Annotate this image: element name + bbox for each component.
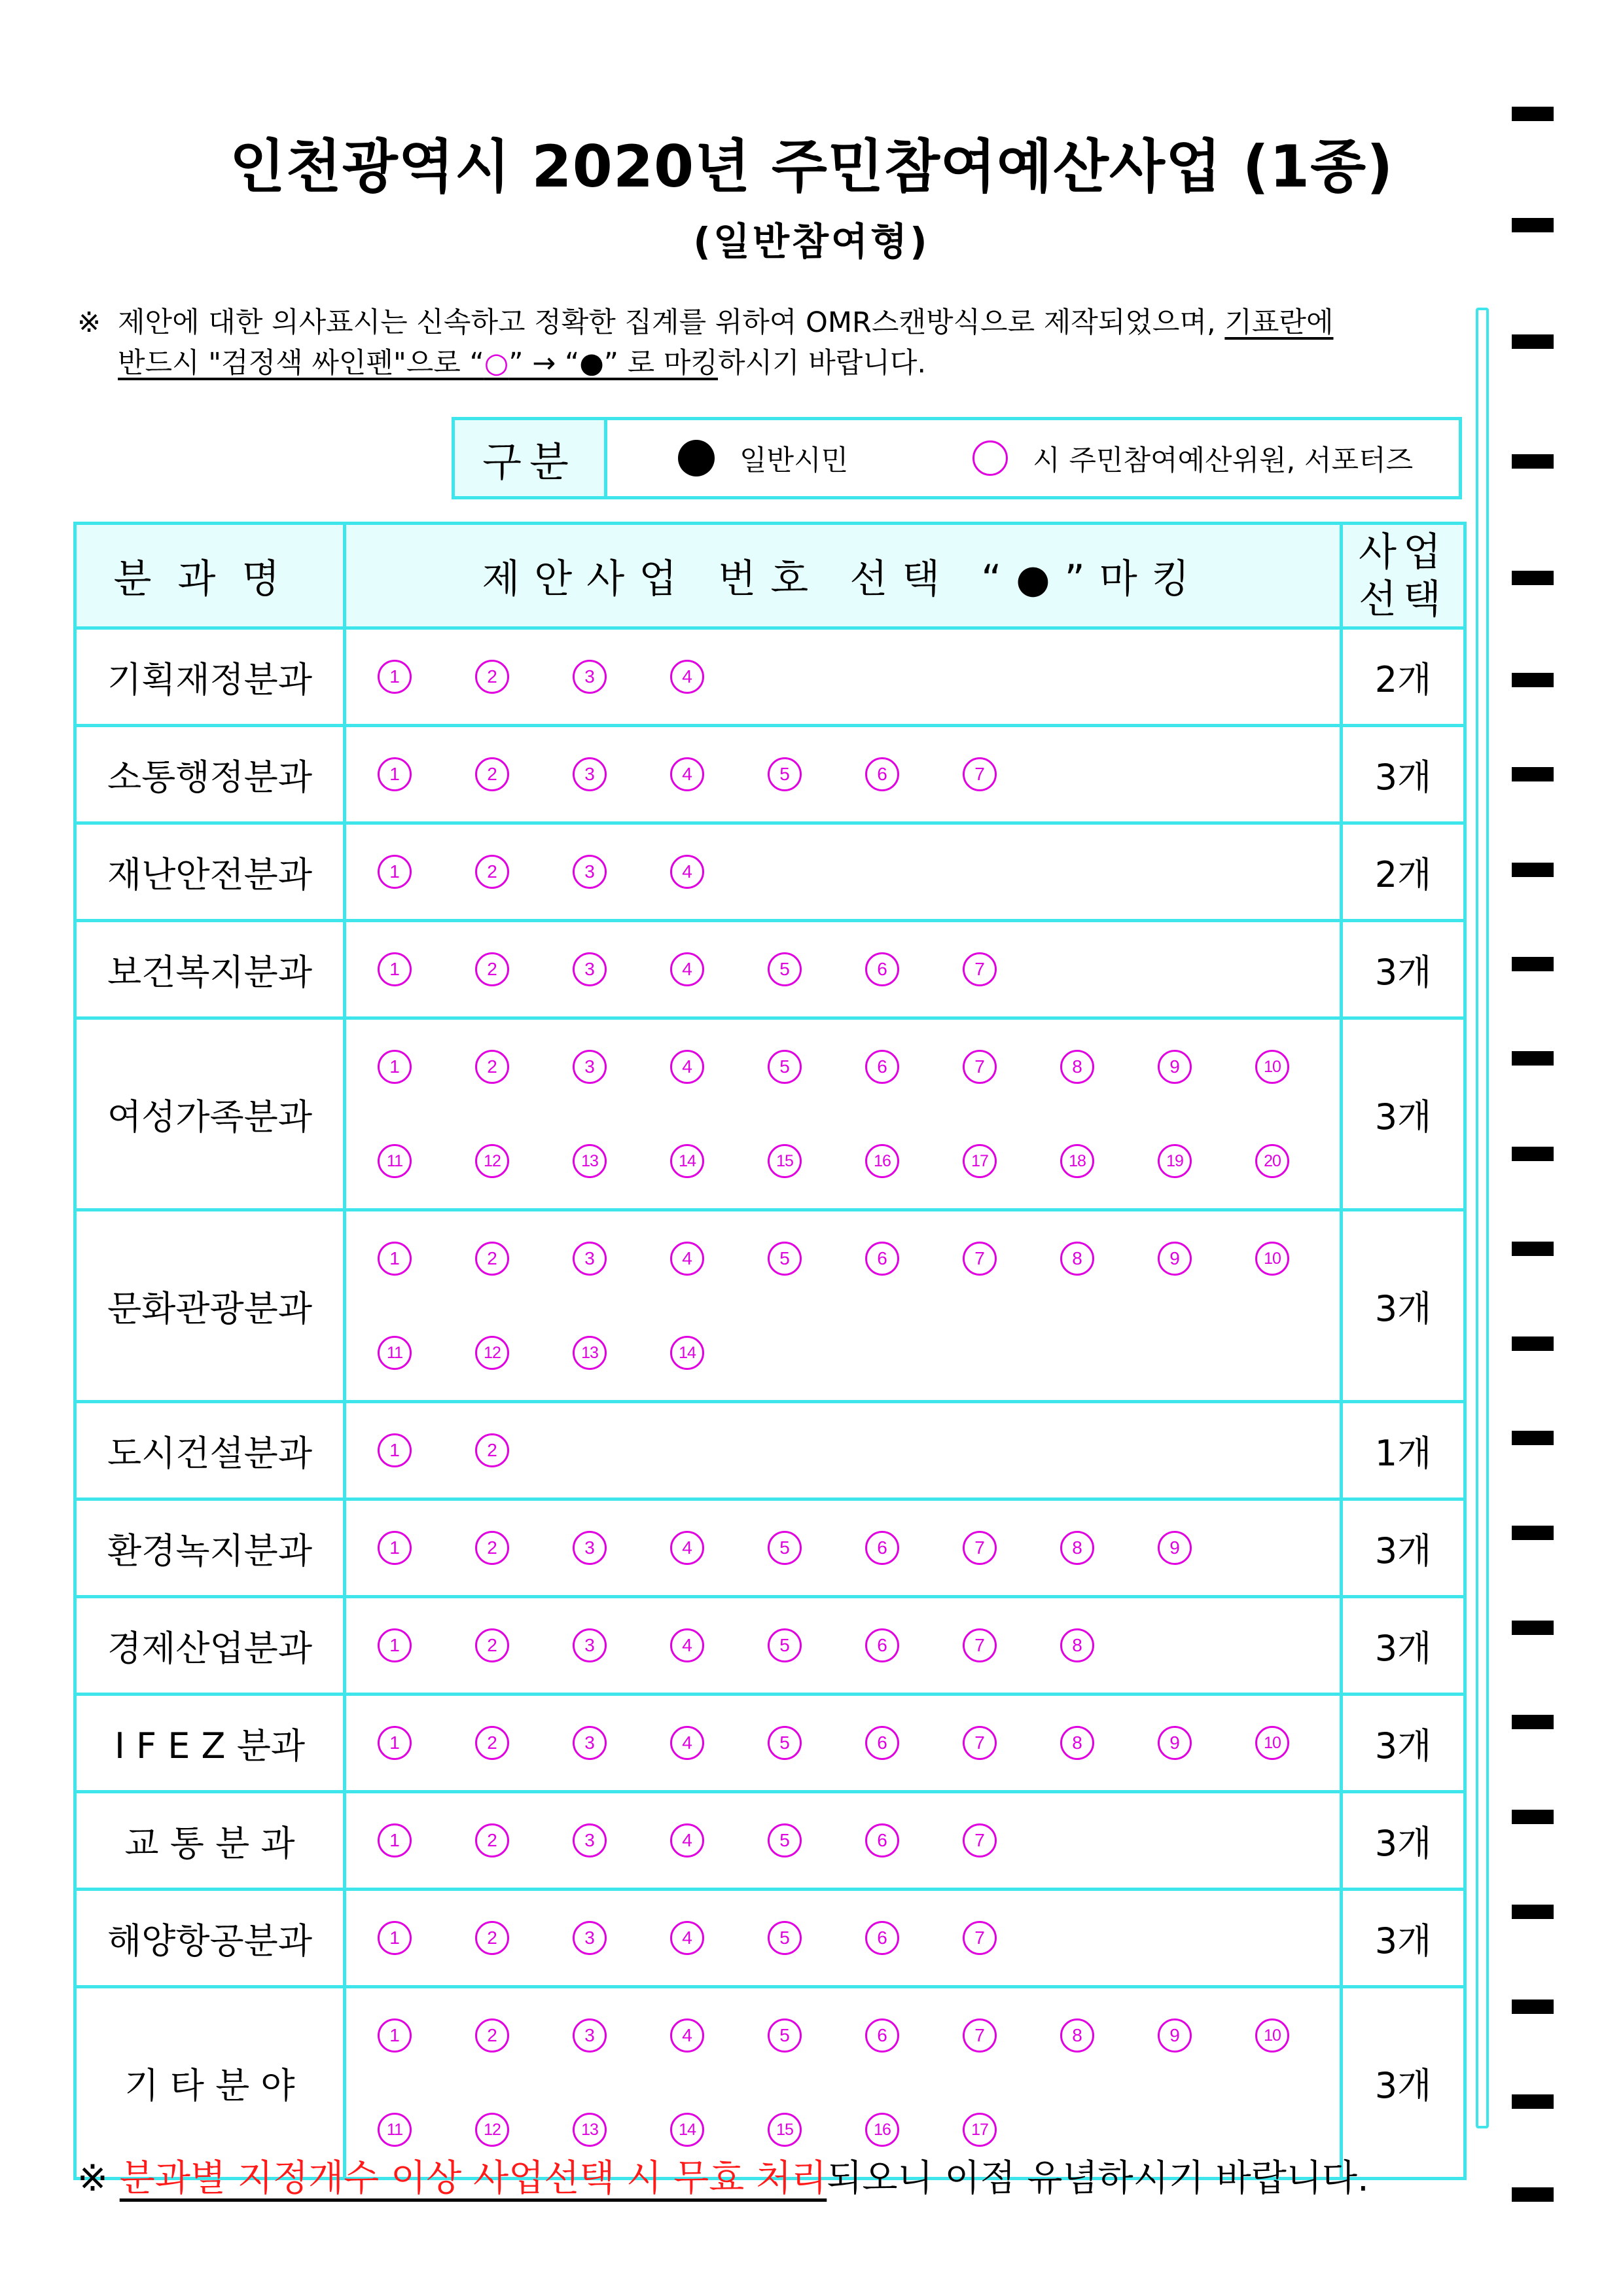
option-line xyxy=(346,1891,1340,1985)
proposal-option-4[interactable]: 4 xyxy=(670,1628,704,1662)
timing-mark xyxy=(1512,957,1554,971)
proposal-option-19[interactable]: 19 xyxy=(1158,1144,1192,1178)
proposal-option-4[interactable]: 4 xyxy=(670,1823,704,1857)
select-count: 3개 xyxy=(1342,1987,1465,2179)
proposal-option-1[interactable]: 1 xyxy=(378,855,412,889)
timing-mark xyxy=(1512,218,1554,232)
proposal-option-7[interactable]: 7 xyxy=(963,1823,997,1857)
proposal-option-13[interactable]: 13 xyxy=(573,2113,607,2147)
proposal-option-4[interactable]: 4 xyxy=(670,1242,704,1276)
proposal-option-1[interactable]: 1 xyxy=(378,757,412,791)
proposal-option-6[interactable]: 6 xyxy=(865,757,899,791)
timing-mark xyxy=(1512,454,1554,469)
proposal-option-6[interactable]: 6 xyxy=(865,1628,899,1662)
proposal-option-1[interactable]: 1 xyxy=(378,1433,412,1467)
proposal-option-3[interactable]: 3 xyxy=(573,1726,607,1760)
proposal-option-1[interactable]: 1 xyxy=(378,1628,412,1662)
empty-circle-icon: ○ xyxy=(484,347,509,380)
proposal-option-17[interactable]: 17 xyxy=(963,1144,997,1178)
proposal-option-8[interactable]: 8 xyxy=(1060,1531,1094,1565)
proposal-option-2[interactable]: 2 xyxy=(475,1726,509,1760)
proposal-option-13[interactable]: 13 xyxy=(573,1336,607,1370)
proposal-option-13[interactable]: 13 xyxy=(573,1144,607,1178)
proposal-option-6[interactable]: 6 xyxy=(865,1823,899,1857)
proposal-option-2[interactable]: 2 xyxy=(475,1531,509,1565)
proposal-option-1[interactable]: 1 xyxy=(378,1823,412,1857)
notice-underlined-1: 기표란에 xyxy=(1224,306,1334,339)
proposal-option-16[interactable]: 16 xyxy=(865,2113,899,2147)
proposal-option-1[interactable]: 1 xyxy=(378,1531,412,1565)
proposal-option-4[interactable]: 4 xyxy=(670,757,704,791)
timing-mark xyxy=(1512,1905,1554,1919)
proposal-option-2[interactable]: 2 xyxy=(475,660,509,694)
select-count: 3개 xyxy=(1342,726,1465,823)
scan-guide-bar xyxy=(1476,308,1489,2128)
filled-circle-icon xyxy=(678,440,715,476)
proposal-option-4[interactable]: 4 xyxy=(670,855,704,889)
proposal-option-5[interactable]: 5 xyxy=(768,1726,802,1760)
proposal-option-7[interactable]: 7 xyxy=(963,952,997,986)
proposal-option-8[interactable]: 8 xyxy=(1060,1628,1094,1662)
option-line xyxy=(346,1020,1340,1114)
proposal-options xyxy=(345,1210,1342,1402)
option-line xyxy=(346,630,1340,724)
proposal-option-6[interactable]: 6 xyxy=(865,1921,899,1955)
respondent-type-label: 구분 xyxy=(455,420,607,496)
division-name: 소통행정분과 xyxy=(75,726,345,823)
proposal-options xyxy=(345,1018,1342,1210)
proposal-option-1[interactable]: 1 xyxy=(378,1050,412,1084)
page-title: 인천광역시 2020년 주민참여예산사업 (1종) xyxy=(229,133,1394,200)
proposal-option-4[interactable]: 4 xyxy=(670,2018,704,2053)
option-line xyxy=(346,922,1340,1016)
respondent-option-committee-label: 시 주민참여예산위원, 서포터즈 xyxy=(1033,444,1414,477)
proposal-option-2[interactable]: 2 xyxy=(475,1921,509,1955)
proposal-option-15[interactable]: 15 xyxy=(768,1144,802,1178)
mark-circle-icon[interactable] xyxy=(972,440,1008,476)
division-name: 재난안전분과 xyxy=(75,823,345,921)
proposal-option-14[interactable]: 14 xyxy=(670,1144,704,1178)
division-name: 교 통 분 과 xyxy=(75,1792,345,1890)
proposal-options xyxy=(345,1499,1342,1597)
select-count: 3개 xyxy=(1342,1890,1465,1987)
timing-mark xyxy=(1512,1242,1554,1256)
timing-mark xyxy=(1512,2094,1554,2109)
timing-mark xyxy=(1512,1810,1554,1824)
select-count: 3개 xyxy=(1342,1499,1465,1597)
division-name: 해양항공분과 xyxy=(75,1890,345,1987)
timing-mark xyxy=(1512,1051,1554,1066)
proposal-option-20[interactable]: 20 xyxy=(1255,1144,1289,1178)
division-name: 도시건설분과 xyxy=(75,1402,345,1499)
proposal-option-3[interactable]: 3 xyxy=(573,757,607,791)
table-row xyxy=(75,628,1465,726)
proposal-option-9[interactable]: 9 xyxy=(1158,1726,1192,1760)
option-line xyxy=(346,1696,1340,1790)
select-count: 3개 xyxy=(1342,1018,1465,1210)
notice-mark: ※ xyxy=(77,306,101,339)
option-line xyxy=(346,727,1340,821)
header-select-count-line1: 사업 xyxy=(1359,529,1448,575)
proposal-option-2[interactable]: 2 xyxy=(475,1823,509,1857)
notice-text-3: ” → “●” 로 마킹 xyxy=(508,347,718,380)
select-count: 3개 xyxy=(1342,1597,1465,1695)
proposal-option-2[interactable]: 2 xyxy=(475,1628,509,1662)
proposal-options xyxy=(345,1695,1342,1792)
proposal-option-17[interactable]: 17 xyxy=(963,2113,997,2147)
proposal-option-10[interactable]: 10 xyxy=(1255,1726,1289,1760)
option-line xyxy=(346,1598,1340,1693)
proposal-option-5[interactable]: 5 xyxy=(768,1531,802,1565)
table-row xyxy=(75,726,1465,823)
notice-text-2: 반드시 "검정색 싸인펜"으로 “ xyxy=(118,347,484,380)
proposal-option-4[interactable]: 4 xyxy=(670,1050,704,1084)
option-line xyxy=(346,1306,1340,1400)
proposal-option-4[interactable]: 4 xyxy=(670,1531,704,1565)
select-count: 3개 xyxy=(1342,1210,1465,1402)
proposal-option-5[interactable]: 5 xyxy=(768,1628,802,1662)
proposal-option-4[interactable]: 4 xyxy=(670,660,704,694)
division-name: 기 타 분 야 xyxy=(75,1987,345,2179)
header-select-count xyxy=(1342,524,1465,628)
proposal-option-11[interactable]: 11 xyxy=(378,1144,412,1178)
timing-mark xyxy=(1512,1336,1554,1351)
proposal-option-6[interactable]: 6 xyxy=(865,1050,899,1084)
timing-mark xyxy=(1512,1715,1554,1729)
proposal-option-5[interactable]: 5 xyxy=(768,757,802,791)
invalid-warning xyxy=(77,2149,1369,2202)
timing-mark xyxy=(1512,2187,1554,2202)
timing-mark xyxy=(1512,2000,1554,2014)
proposal-option-10[interactable]: 10 xyxy=(1255,2018,1289,2053)
proposal-option-6[interactable]: 6 xyxy=(865,1531,899,1565)
proposal-option-3[interactable]: 3 xyxy=(573,952,607,986)
proposal-option-1[interactable]: 1 xyxy=(378,952,412,986)
proposal-option-12[interactable]: 12 xyxy=(475,2113,509,2147)
option-line xyxy=(346,1793,1340,1888)
proposal-options xyxy=(345,1890,1342,1987)
proposal-option-1[interactable]: 1 xyxy=(378,660,412,694)
table-row xyxy=(75,1210,1465,1402)
proposal-option-4[interactable]: 4 xyxy=(670,952,704,986)
timing-mark xyxy=(1512,1431,1554,1445)
proposal-option-2[interactable]: 2 xyxy=(475,952,509,986)
option-line xyxy=(346,1988,1340,2083)
division-name: 보건복지분과 xyxy=(75,921,345,1018)
proposal-option-9[interactable]: 9 xyxy=(1158,1242,1192,1276)
proposal-option-8[interactable]: 8 xyxy=(1060,2018,1094,2053)
select-count: 3개 xyxy=(1342,1792,1465,1890)
proposal-option-8[interactable]: 8 xyxy=(1060,1050,1094,1084)
proposal-option-1[interactable]: 1 xyxy=(378,2018,412,2053)
proposal-options xyxy=(345,1597,1342,1695)
timing-mark xyxy=(1512,767,1554,781)
proposal-option-11[interactable]: 11 xyxy=(378,2113,412,2147)
respondent-option-committee[interactable] xyxy=(972,439,1413,478)
proposal-option-6[interactable]: 6 xyxy=(865,1242,899,1276)
timing-mark xyxy=(1512,863,1554,877)
proposal-option-16[interactable]: 16 xyxy=(865,1144,899,1178)
proposal-option-7[interactable]: 7 xyxy=(963,1726,997,1760)
proposal-option-2[interactable]: 2 xyxy=(475,757,509,791)
proposal-option-10[interactable]: 10 xyxy=(1255,1242,1289,1276)
proposal-options xyxy=(345,1402,1342,1499)
warning-rest-text: 되오니 이점 유념하시기 바랍니다. xyxy=(827,2157,1369,2200)
proposal-option-3[interactable]: 3 xyxy=(573,1531,607,1565)
proposal-option-5[interactable]: 5 xyxy=(768,1921,802,1955)
option-line xyxy=(346,1211,1340,1306)
table-row xyxy=(75,1018,1465,1210)
table-row xyxy=(75,1792,1465,1890)
proposal-options xyxy=(345,823,1342,921)
option-line xyxy=(346,1501,1340,1595)
proposal-options xyxy=(345,921,1342,1018)
proposal-option-4[interactable]: 4 xyxy=(670,1921,704,1955)
proposal-option-6[interactable]: 6 xyxy=(865,952,899,986)
proposal-option-3[interactable]: 3 xyxy=(573,1921,607,1955)
proposal-option-4[interactable]: 4 xyxy=(670,1726,704,1760)
select-count: 3개 xyxy=(1342,921,1465,1018)
proposal-option-7[interactable]: 7 xyxy=(963,1921,997,1955)
select-count: 2개 xyxy=(1342,823,1465,921)
proposal-options xyxy=(345,1792,1342,1890)
proposal-option-7[interactable]: 7 xyxy=(963,1628,997,1662)
table-row xyxy=(75,1499,1465,1597)
proposal-options xyxy=(345,628,1342,726)
proposal-option-3[interactable]: 3 xyxy=(573,1050,607,1084)
proposal-option-5[interactable]: 5 xyxy=(768,2018,802,2053)
proposal-option-1[interactable]: 1 xyxy=(378,1921,412,1955)
table-row xyxy=(75,1695,1465,1792)
proposal-option-1[interactable]: 1 xyxy=(378,1242,412,1276)
proposal-option-3[interactable]: 3 xyxy=(573,660,607,694)
proposal-option-2[interactable]: 2 xyxy=(475,1433,509,1467)
proposal-option-6[interactable]: 6 xyxy=(865,2018,899,2053)
marking-notice xyxy=(77,302,1478,384)
option-line xyxy=(346,1403,1340,1498)
proposal-option-9[interactable]: 9 xyxy=(1158,2018,1192,2053)
warning-mark: ※ xyxy=(77,2157,120,2200)
table-row xyxy=(75,1402,1465,1499)
division-name: I F E Z 분과 xyxy=(75,1695,345,1792)
proposal-option-8[interactable]: 8 xyxy=(1060,1242,1094,1276)
table-header-row xyxy=(75,524,1465,628)
proposal-option-2[interactable]: 2 xyxy=(475,855,509,889)
proposal-option-3[interactable]: 3 xyxy=(573,1628,607,1662)
proposal-options xyxy=(345,726,1342,823)
option-line xyxy=(346,825,1340,919)
proposal-option-3[interactable]: 3 xyxy=(573,1242,607,1276)
proposal-option-7[interactable]: 7 xyxy=(963,1050,997,1084)
select-count: 2개 xyxy=(1342,628,1465,726)
proposal-option-9[interactable]: 9 xyxy=(1158,1050,1192,1084)
table-row xyxy=(75,1597,1465,1695)
proposal-option-8[interactable]: 8 xyxy=(1060,1726,1094,1760)
table-row xyxy=(75,823,1465,921)
division-name: 환경녹지분과 xyxy=(75,1499,345,1597)
option-line xyxy=(346,1114,1340,1208)
respondent-type-box xyxy=(452,417,1462,499)
warning-red-text: 분과별 지정개수 이상 사업선택 시 무효 처리 xyxy=(119,2157,827,2200)
timing-mark xyxy=(1512,571,1554,585)
select-count: 3개 xyxy=(1342,1695,1465,1792)
proposal-option-7[interactable]: 7 xyxy=(963,2018,997,2053)
proposal-option-12[interactable]: 12 xyxy=(475,1144,509,1178)
proposal-option-9[interactable]: 9 xyxy=(1158,1531,1192,1565)
timing-mark xyxy=(1512,1147,1554,1161)
proposal-option-11[interactable]: 11 xyxy=(378,1336,412,1370)
proposal-option-1[interactable]: 1 xyxy=(378,1726,412,1760)
proposal-option-7[interactable]: 7 xyxy=(963,757,997,791)
table-row xyxy=(75,921,1465,1018)
proposal-option-7[interactable]: 7 xyxy=(963,1531,997,1565)
timing-mark xyxy=(1512,334,1554,349)
proposal-option-14[interactable]: 14 xyxy=(670,1336,704,1370)
timing-mark xyxy=(1512,1621,1554,1635)
proposal-option-2[interactable]: 2 xyxy=(475,1050,509,1084)
respondent-option-citizen-label: 일반시민 xyxy=(740,444,849,477)
proposal-option-14[interactable]: 14 xyxy=(670,2113,704,2147)
select-count: 1개 xyxy=(1342,1402,1465,1499)
notice-text-4: 하시기 바랍니다. xyxy=(717,347,927,380)
division-name: 문화관광분과 xyxy=(75,1210,345,1402)
proposal-option-6[interactable]: 6 xyxy=(865,1726,899,1760)
respondent-option-citizen[interactable] xyxy=(678,439,848,478)
timing-mark xyxy=(1512,107,1554,121)
header-select-count-line2: 선택 xyxy=(1359,576,1448,622)
notice-text-1: 제안에 대한 의사표시는 신속하고 정확한 집계를 위하여 OMR스캔방식으로 제작되었으며, xyxy=(118,306,1225,339)
proposal-option-15[interactable]: 15 xyxy=(768,2113,802,2147)
proposal-option-2[interactable]: 2 xyxy=(475,1242,509,1276)
proposal-option-10[interactable]: 10 xyxy=(1255,1050,1289,1084)
proposal-option-12[interactable]: 12 xyxy=(475,1336,509,1370)
division-name: 기획재정분과 xyxy=(75,628,345,726)
proposal-option-5[interactable]: 5 xyxy=(768,1050,802,1084)
header-division-name: 분과명 xyxy=(75,524,345,628)
proposal-option-18[interactable]: 18 xyxy=(1060,1144,1094,1178)
proposal-option-5[interactable]: 5 xyxy=(768,1823,802,1857)
proposal-option-5[interactable]: 5 xyxy=(768,952,802,986)
header-proposal-select: 제안사업 번호 선택 “●”마킹 xyxy=(345,524,1342,628)
division-name: 경제산업분과 xyxy=(75,1597,345,1695)
proposal-option-3[interactable]: 3 xyxy=(573,2018,607,2053)
proposal-option-5[interactable]: 5 xyxy=(768,1242,802,1276)
proposal-selection-table xyxy=(73,522,1467,2180)
timing-mark xyxy=(1512,673,1554,687)
proposal-option-2[interactable]: 2 xyxy=(475,2018,509,2053)
proposal-option-7[interactable]: 7 xyxy=(963,1242,997,1276)
proposal-option-3[interactable]: 3 xyxy=(573,1823,607,1857)
proposal-option-3[interactable]: 3 xyxy=(573,855,607,889)
timing-mark xyxy=(1512,1526,1554,1540)
page-subtitle: (일반참여형) xyxy=(693,219,930,264)
division-name: 여성가족분과 xyxy=(75,1018,345,1210)
table-row xyxy=(75,1890,1465,1987)
